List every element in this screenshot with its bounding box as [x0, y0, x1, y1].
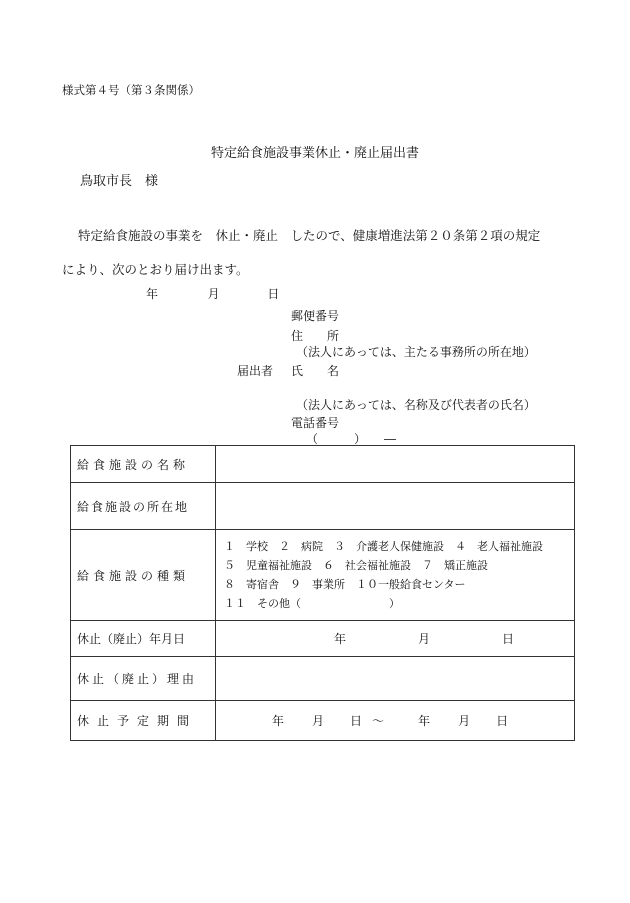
reason-field[interactable] [216, 657, 575, 701]
table-row [71, 621, 575, 657]
period-end-day: 日 [496, 714, 509, 728]
period-field[interactable] [216, 701, 575, 741]
address-note: （法人にあっては、主たる事務所の所在地） [296, 345, 536, 359]
phone-format: （ ） ― [306, 432, 397, 446]
date-day: 日 [267, 287, 280, 301]
facility-type-line: ８ 寄宿舎 ９ 事業所 １０一般給食センター [224, 578, 466, 591]
period-tilde: ～ [372, 714, 385, 728]
suspension-year: 年 [334, 632, 347, 646]
facility-type-line: ５ 児童福祉施設 ６ 社会福祉施設 ７ 矯正施設 [224, 559, 488, 572]
table-row [71, 657, 575, 701]
notifier-label: 届出者 [237, 364, 274, 378]
postal-code-label: 郵便番号 [291, 309, 340, 323]
document-title: 特定給食施設事業休止・廃止届出書 [210, 146, 419, 161]
submission-date [146, 285, 279, 302]
reason-label: 休止（廃止）理由 [71, 657, 216, 701]
facility-name-field[interactable] [216, 446, 575, 483]
suspension-day: 日 [502, 632, 515, 646]
table-row [71, 701, 575, 741]
body-text-line-1: 特定給食施設の事業を 休止・廃止 したので、健康増進法第２０条第２項の規定 [78, 228, 541, 243]
name-label: 氏 名 [291, 364, 340, 378]
name-note: （法人にあっては、名称及び代表者の氏名） [296, 398, 536, 412]
body-text-line-2: により、次のとおり届け出ます。 [62, 262, 249, 277]
addressee: 鳥取市長 様 [80, 174, 159, 189]
suspension-month: 月 [418, 632, 431, 646]
address-label: 住 所 [291, 329, 340, 343]
facility-type-line: １１ その他（ ） [224, 597, 400, 610]
facility-location-field[interactable] [216, 483, 575, 530]
period-end-month: 月 [458, 714, 471, 728]
date-year: 年 [146, 287, 159, 301]
suspension-date-field[interactable] [216, 621, 575, 657]
phone-label: 電話番号 [291, 416, 340, 430]
table-row [71, 446, 575, 483]
period-end-year: 年 [418, 714, 431, 728]
form-number: 様式第４号（第３条関係） [62, 83, 200, 97]
period-start-month: 月 [312, 714, 325, 728]
period-start-year: 年 [272, 714, 285, 728]
date-month: 月 [207, 287, 220, 301]
facility-type-line: １ 学校 ２ 病院 ３ 介護老人保健施設 ４ 老人福祉施設 [224, 540, 543, 553]
suspension-date-label: 休止（廃止）年月日 [71, 621, 216, 657]
period-start-day: 日 [350, 714, 363, 728]
table-row [71, 483, 575, 530]
period-label: 休止予定期間 [71, 701, 216, 741]
table-row [71, 530, 575, 621]
facility-name-label: 給食施設の名称 [71, 446, 216, 483]
facility-location-label: 給食施設の所在地 [71, 483, 216, 530]
facility-type-label: 給食施設の種類 [71, 530, 216, 621]
facility-form-table [70, 445, 575, 741]
facility-type-options[interactable] [216, 530, 575, 621]
